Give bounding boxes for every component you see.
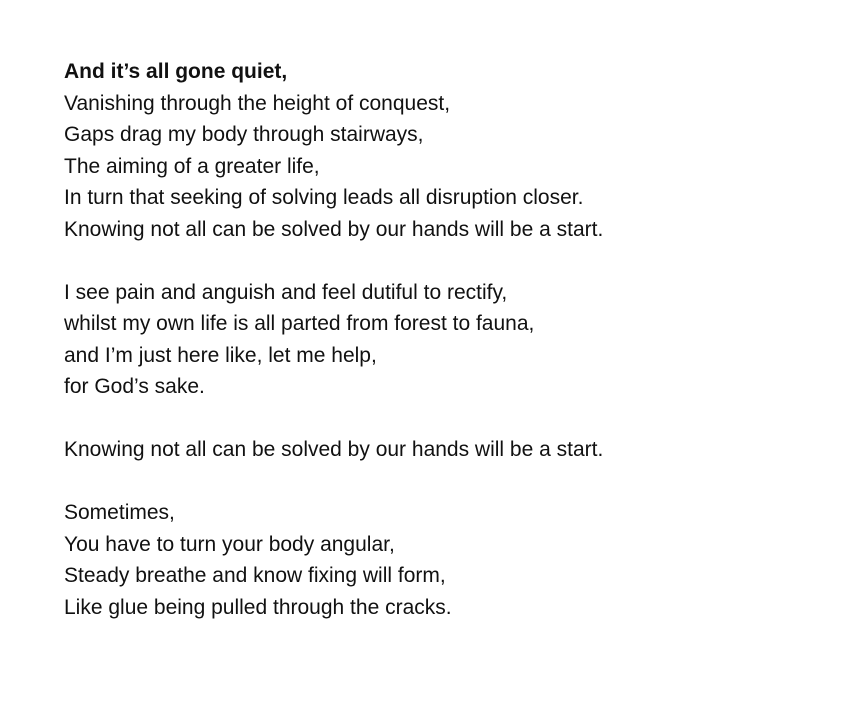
stanza-1 [64,56,824,245]
poem-line: and I’m just here like, let me help, [64,343,377,367]
poem-title: And it’s all gone quiet, [64,60,288,83]
poem-line: You have to turn your body angular, [64,532,395,556]
poem-line: Like glue being pulled through the cracks. [64,595,452,619]
poem-line: I see pain and anguish and feel dutiful to rectify, [64,280,508,304]
poem-line: Knowing not all can be solved by our hands will be a start. [64,217,604,241]
stanza-4 [64,497,824,623]
poem-line: Gaps drag my body through stairways, [64,123,424,146]
poem-line: Sometimes, [64,501,175,524]
poem-line: Steady breathe and know fixing will form, [64,564,446,587]
poem-body [64,56,824,655]
poem-line: for God’s sake. [64,375,205,398]
poem-line: In turn that seeking of solving leads all disruption closer. [64,186,584,209]
poem-line: whilst my own life is all parted from forest to fauna, [64,312,535,335]
stanza-3 [64,434,824,466]
poem-line: Vanishing through the height of conquest, [64,91,451,115]
poem-line: Knowing not all can be solved by our hands will be a start. [64,438,604,461]
stanza-2 [64,277,824,403]
poem-line: The aiming of a greater life, [64,154,320,178]
